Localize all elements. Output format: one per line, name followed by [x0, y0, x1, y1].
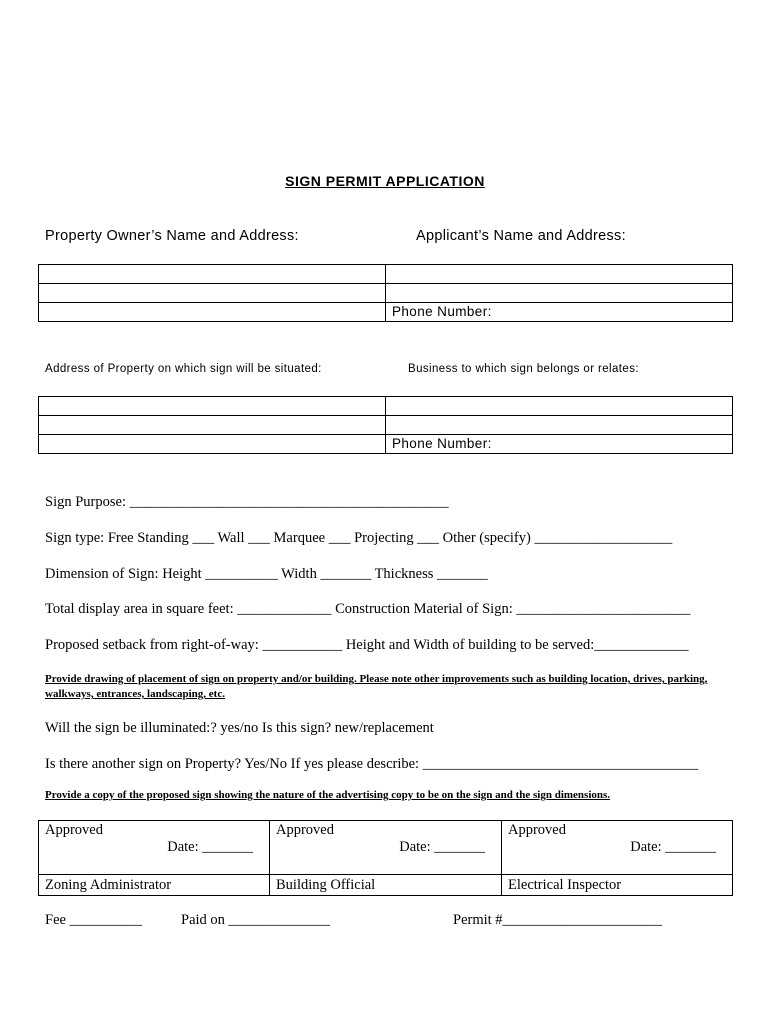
property-address-heading: Address of Property on which sign will be situated: [45, 363, 322, 375]
business-phone-cell[interactable] [386, 435, 733, 454]
building-date-field[interactable]: Date: _______ [270, 839, 502, 874]
page-title: SIGN PERMIT APPLICATION [285, 173, 485, 189]
applicant-line-1[interactable] [386, 265, 733, 284]
business-heading: Business to which sign belongs or relates: [408, 363, 639, 375]
approved-label: Approved [39, 821, 270, 840]
dimension-line[interactable]: Dimension of Sign: Height __________ Width _______ Thickness _______ [45, 566, 488, 582]
property-line-2[interactable] [39, 416, 386, 435]
phone-number-label: Phone Number: [392, 436, 492, 451]
property-line-3[interactable] [39, 435, 386, 454]
owner-line-3[interactable] [39, 303, 386, 322]
approved-label: Approved [502, 821, 733, 840]
permit-number-field[interactable]: Permit #______________________ [453, 912, 663, 928]
property-business-table [38, 396, 733, 454]
applicant-heading: Applicant’s Name and Address: [416, 228, 626, 244]
property-line-1[interactable] [39, 397, 386, 416]
zoning-date-field[interactable]: Date: _______ [39, 839, 270, 874]
phone-number-label: Phone Number: [392, 304, 492, 319]
sign-purpose-line[interactable]: Sign Purpose: ____________________________________________ [45, 494, 449, 510]
business-line-2[interactable] [386, 416, 733, 435]
approvals-table [38, 820, 733, 896]
setback-line[interactable]: Proposed setback from right-of-way: ___________ Height and Width of building to be served:_____________ [45, 637, 689, 653]
display-area-line[interactable]: Total display area in square feet: _____________ Construction Material of Sign: ________________________ [45, 601, 691, 617]
paid-on-field[interactable]: Paid on ______________ [181, 912, 331, 928]
sign-type-line[interactable]: Sign type: Free Standing ___ Wall ___ Marquee ___ Projecting ___ Other (specify) ___________________ [45, 530, 673, 546]
drawing-note: Provide drawing of placement of sign on property and/or building. Please note other improvements such as building location, drives, parking, walkways, entrances, landscaping, etc. [45, 673, 708, 700]
applicant-phone-cell[interactable] [386, 303, 733, 322]
applicant-line-2[interactable] [386, 284, 733, 303]
illuminated-line[interactable]: Will the sign be illuminated:? yes/no Is this sign? new/replacement [45, 720, 434, 736]
fee-field[interactable]: Fee __________ [45, 912, 143, 928]
owner-line-2[interactable] [39, 284, 386, 303]
zoning-administrator-label: Zoning Administrator [39, 874, 270, 895]
approved-label: Approved [270, 821, 502, 840]
owner-line-1[interactable] [39, 265, 386, 284]
owner-applicant-table [38, 264, 733, 322]
business-line-1[interactable] [386, 397, 733, 416]
property-owner-heading: Property Owner’s Name and Address: [45, 228, 299, 244]
building-official-label: Building Official [270, 874, 502, 895]
electrical-date-field[interactable]: Date: _______ [502, 839, 733, 874]
electrical-inspector-label: Electrical Inspector [502, 874, 733, 895]
copy-note: Provide a copy of the proposed sign showing the nature of the advertising copy to be on the sign and the sign dimensions. [45, 789, 611, 801]
another-sign-line[interactable]: Is there another sign on Property? Yes/No If yes please describe: ______________________________________ [45, 756, 699, 772]
